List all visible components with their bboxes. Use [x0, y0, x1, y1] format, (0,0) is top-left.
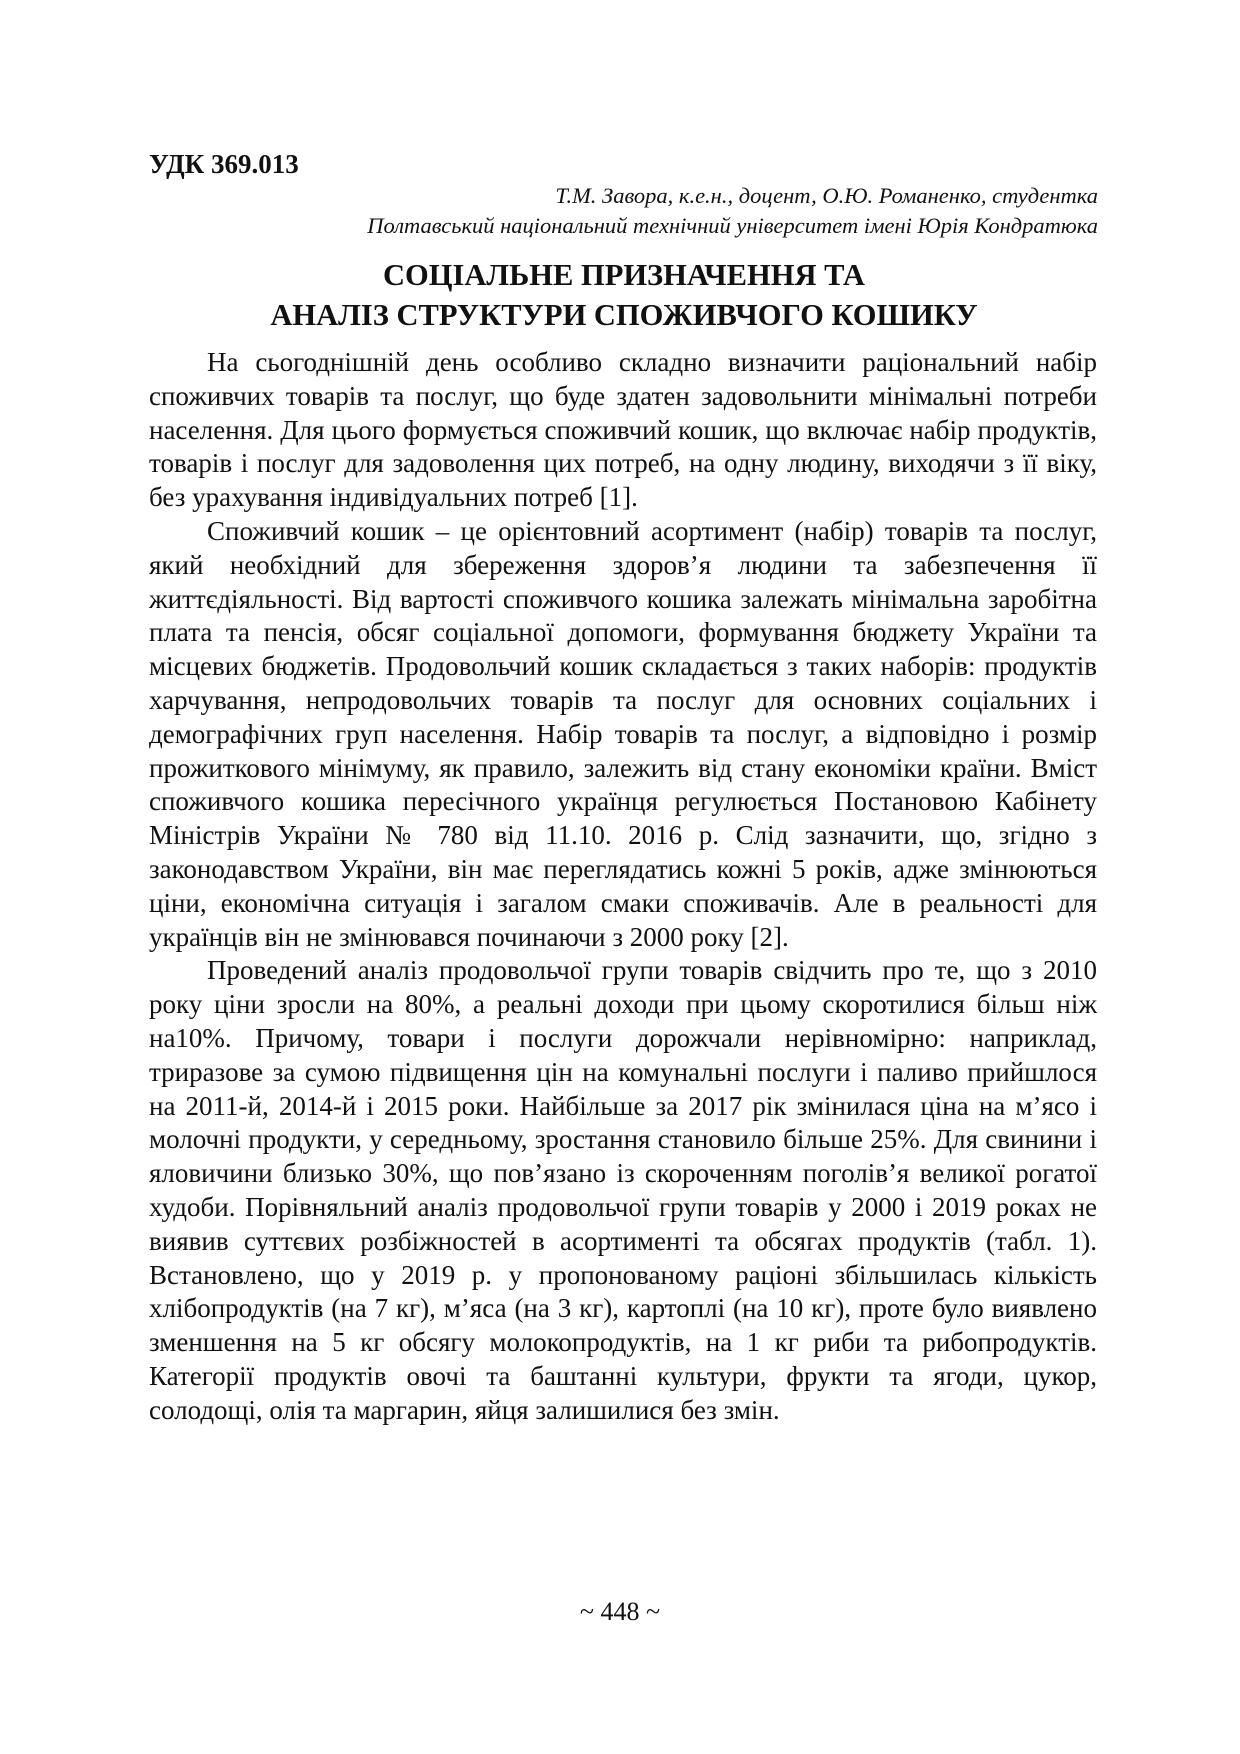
- article-title: [149, 255, 1099, 335]
- article-body: [149, 346, 1097, 1428]
- body-paragraph-2: Споживчий кошик – це орієнтовний асортимент (набір) товарів та послуг, який необхідний для збереження здоров’я людини та забезпечення її життєдіяльності. Від вартості споживчого кошика залежать мінімальна заробітна плата та пенсія, обсяг соціальної допомоги, формування бюджету України та місцевих бюджетів. Продовольчий кошик складається з таких наборів: продуктів харчування, непродовольчих товарів та послуг для основних соціальних і демографічних груп населення. Набір товарів та послуг, а відповідно і розмір прожиткового мінімуму, як правило, залежить від стану економіки країни. Вміст споживчого кошика пересічного українця регулюється Постановою Кабінету Міністрів України № 780 від 11.10. 2016 р. Слід зазначити, що, згідно з законодавством України, він має переглядатись кожні 5 років, адже змінюються ціни, економічна ситуація і загалом смаки споживачів. Але в реальності для українців він не змінювався починаючи з 2000 року [2].: [149, 515, 1097, 952]
- body-paragraph-1: На сьогоднішній день особливо складно визначити раціональний набір споживчих товарів та послуг, що буде здатен задовольнити мінімальні потреби населення. Для цього формується споживчий кошик, що включає набір продуктів, товарів і послуг для задоволення цих потреб, на одну людину, виходячи з її віку, без урахування індивідуальних потреб [1].: [149, 347, 1097, 513]
- authors-line: Т.М. Завора, к.е.н., доцент, О.Ю. Романенко, студентка: [555, 183, 1098, 208]
- article-title-line-1: СОЦІАЛЬНЕ ПРИЗНАЧЕННЯ ТА: [383, 258, 865, 292]
- body-paragraph-3: Проведений аналіз продовольчої групи товарів свідчить про те, що з 2010 року ціни зросли на 80%, а реальні доходи при цьому скоротилися більш ніж на10%. Причому, товари і послуги дорожчали нерівномірно: наприклад, триразове за сумою підвищення цін на комунальні послуги і паливо прийшлося на 2011-й, 2014-й і 2015 роки. Найбільше за 2017 рік змінилася ціна на м’ясо і молочні продукти, у середньому, зростання становило більше 25%. Для свинини і яловичини близько 30%, що пов’язано із скороченням поголів’я великої рогатої худоби. Порівняльний аналіз продовольчої групи товарів у 2000 і 2019 роках не виявив суттєвих розбіжностей в асортименті та обсягах продуктів (табл. 1). Встановлено, що у 2019 р. у пропонованому раціоні збільшилась кількість хлібопродуктів (на 7 кг), м’яса (на 3 кг), картоплі (на 10 кг), проте було виявлено зменшення на 5 кг обсягу молокопродуктів, на 1 кг риби та рибопродуктів. Категорії продуктів овочі та баштанні культури, фрукти та ягоди, цукор, солодощі, олія та маргарин, яйця залишилися без змін.: [149, 955, 1097, 1425]
- udc-code: УДК 369.013: [149, 149, 299, 179]
- page-number: ~ 448 ~: [579, 1597, 661, 1626]
- affiliation-line: Полтавський національний технічний університет імені Юрія Кондратюка: [367, 213, 1098, 238]
- article-title-line-2: АНАЛІЗ СТРУКТУРИ СПОЖИВЧОГО КОШИКУ: [270, 298, 978, 332]
